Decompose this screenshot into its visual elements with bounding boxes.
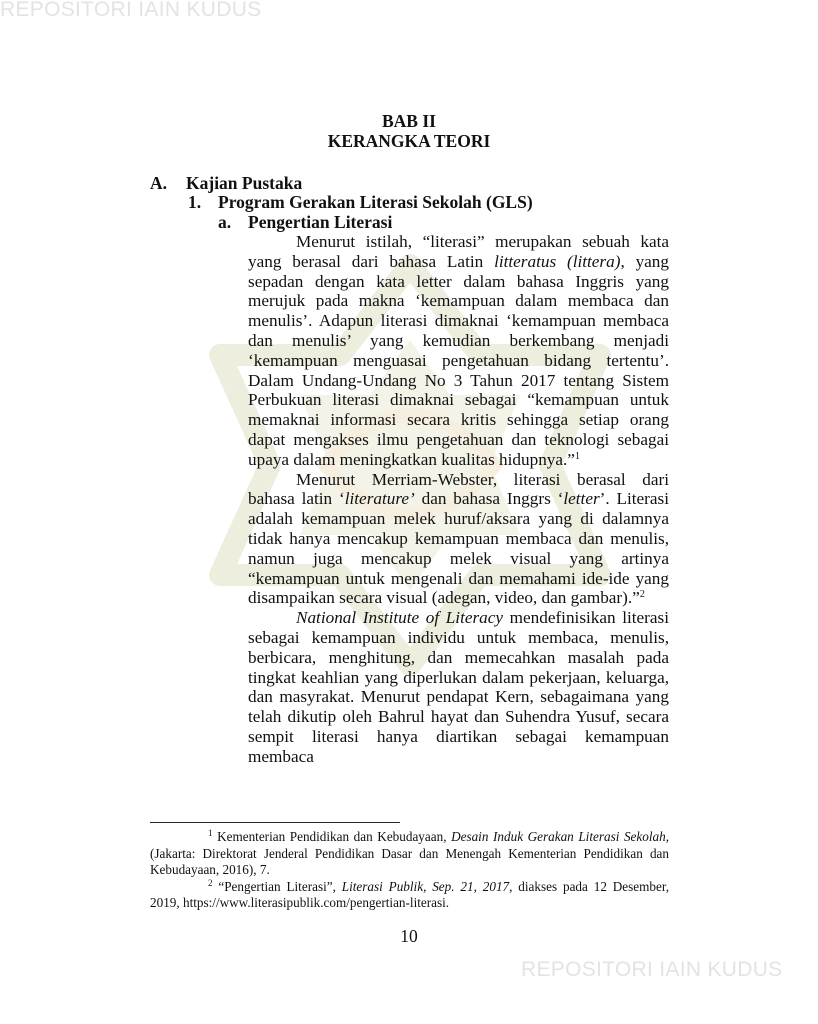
subsubsection-number: a. — [218, 212, 232, 232]
chapter-title: KERANGKA TEORI — [327, 131, 491, 151]
watermark-top-part2: IAIN KUDUS — [138, 0, 262, 21]
footnote-1-number: 1 — [208, 828, 213, 838]
footnote-1 — [150, 829, 669, 879]
section-title: Kajian Pustaka — [186, 173, 303, 193]
page-number: 10 — [400, 926, 418, 946]
subsection-title: Program Gerakan Literasi Sekolah (GLS) — [218, 192, 533, 212]
subsubsection-heading-a — [218, 212, 392, 232]
subsection-number: 1. — [188, 192, 202, 212]
footnote-ref-1[interactable]: 1 — [574, 450, 580, 462]
footnotes — [150, 829, 669, 912]
paragraph-1 — [248, 232, 669, 470]
paragraph-2 — [248, 470, 669, 609]
footnote-2-text-b: diakses pada 12 Desember, 2019, https://www.literasipublik.com/pengertian-literasi. — [150, 878, 669, 910]
watermark-top — [0, 0, 261, 22]
footnote-divider — [150, 822, 400, 823]
subsection-heading-1 — [188, 192, 533, 212]
p1-italic: litteratus (littera) — [494, 251, 621, 271]
footnote-2 — [150, 879, 669, 912]
p2-text-c: ’. Literasi adalah kemampuan melek huruf/aksara yang di dalamnya tidak hanya mencakup kemampuan membaca dan menulis, namun juga mencakup melek visual yang artinya “kemampuan untuk mengenali dan memahami ide-ide yang disampaikan secara visual (adegan, video, dan gambar).” — [248, 489, 669, 608]
footnote-2-text-a: “Pengertian Literasi”, — [212, 878, 342, 894]
section-heading-a — [150, 173, 302, 193]
p2-text-a: Menurut Merriam-Webster, literasi berasal dari bahasa latin ‘ — [248, 469, 669, 509]
watermark-bottom-part2: IAIN KUDUS — [659, 958, 783, 981]
p3-text-a: mendefinisikan literasi sebagai kemampuan individu untuk membaca, menulis, berbicara, menghitung, dan memecahkan masalah pada tingkat keahlian yang diperlukan dalam pekerjaan, keluarga, dan masyrakat. Menurut pendapat Kern, sebagaimana yang telah dikutip oleh Bahrul hayat dan Suhendra Yusuf, secara sempit literasi hanya diartikan sebagai kemampuan membaca — [248, 608, 669, 766]
footnote-1-italic: Desain Induk Gerakan Literasi Sekolah, — [451, 829, 669, 844]
footnote-2-number: 2 — [208, 877, 213, 888]
watermark-bottom — [521, 958, 782, 982]
chapter-label: BAB II — [382, 111, 436, 131]
watermark-bottom-part1: REPOSITORI — [521, 958, 654, 981]
p1-text-b: , yang sepadan dengan kata letter dalam bahasa Inggris yang merujuk pada makna ‘kemampuan dalam membaca dan menulis’. Adapun literasi dimaknai ‘kemampuan membaca dan menulis’ yang kemudian berkembang menjadi ‘kemampuan menguasai pengetahuan bidang tertentu’. Dalam Undang-Undang No 3 Tahun 2017 tentang Sistem Perbukuan literasi dimaknai sebagai “kemampuan untuk memaknai informasi secara kritis sehingga setiap orang dapat mengakses ilmu pengetahuan dan teknologi sebagai upaya dalam meningkatkan kualitas hidupnya.” — [248, 251, 669, 469]
p1-text-a: Menurut istilah, “literasi” merupakan sebuah kata yang berasal dari bahasa Latin — [248, 232, 669, 271]
footnote-2-italic: Literasi Publik, Sep. 21, 2017, — [341, 878, 513, 894]
footnote-ref-2[interactable]: 2 — [639, 589, 645, 601]
body-text — [248, 232, 669, 767]
footnote-1-text-a: Kementerian Pendidikan dan Kebudayaan, — [212, 829, 452, 844]
subsubsection-title: Pengertian Literasi — [248, 212, 393, 232]
p2-italic-1: literature’ — [344, 489, 415, 509]
p3-italic: National Institute of Literacy — [296, 608, 504, 628]
section-number: A. — [150, 173, 168, 193]
paragraph-3 — [248, 608, 669, 766]
p2-text-b: dan bahasa Inggrs ‘ — [414, 489, 564, 509]
watermark-top-part1: REPOSITORI — [0, 0, 133, 21]
footnote-1-text-b: (Jakarta: Direktorat Jenderal Pendidikan Dasar dan Menengah Kementerian Pendidikan dan Kebudayaan, 2016), 7. — [150, 845, 669, 877]
p2-italic-2: letter — [563, 489, 600, 509]
